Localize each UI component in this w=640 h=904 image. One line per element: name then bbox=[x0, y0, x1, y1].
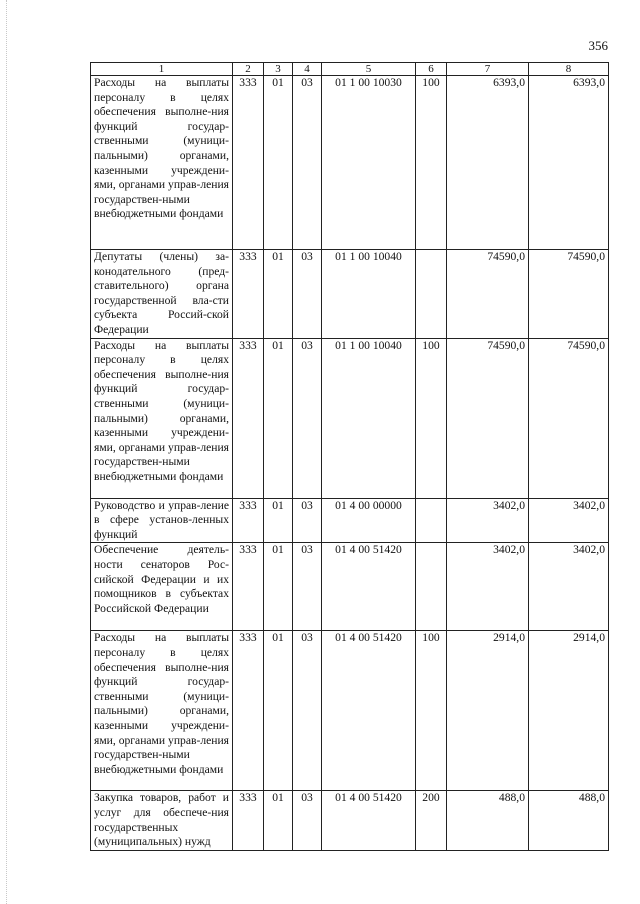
page-number: 356 bbox=[588, 38, 608, 53]
table-row bbox=[91, 338, 609, 498]
row-vr: 100 bbox=[416, 631, 447, 791]
row-ved: 333 bbox=[233, 791, 264, 850]
row-csr: 01 1 00 10040 bbox=[322, 250, 416, 339]
row-rz: 01 bbox=[264, 543, 293, 631]
row-sum-1: 6393,0 bbox=[447, 76, 529, 250]
row-pr: 03 bbox=[293, 631, 322, 791]
budget-table bbox=[90, 62, 609, 851]
row-pr: 03 bbox=[293, 338, 322, 498]
row-rz: 01 bbox=[264, 791, 293, 850]
table-row bbox=[91, 543, 609, 631]
row-name: Закупка товаров, работ и услуг для обеспече-ния государственных (муниципальных) нужд bbox=[91, 791, 233, 850]
row-rz: 01 bbox=[264, 338, 293, 498]
row-pr: 03 bbox=[293, 250, 322, 339]
row-rz: 01 bbox=[264, 498, 293, 543]
row-name: Расходы на выплаты персоналу в целях обеспечения выполне-ния функций государ-ственными (муници-пальными) органами, казенными учреждени-ями, органами управ-ления государствен-ными внебюджетными фондами bbox=[91, 338, 233, 498]
row-vr: 100 bbox=[416, 76, 447, 250]
row-ved: 333 bbox=[233, 338, 264, 498]
row-ved: 333 bbox=[233, 543, 264, 631]
row-sum-2: 3402,0 bbox=[529, 498, 609, 543]
row-name: Обеспечение деятель-ности сенаторов Рос-сийской Федерации и их помощников в субъектах Российской Федерации bbox=[91, 543, 233, 631]
row-pr: 03 bbox=[293, 76, 322, 250]
row-vr bbox=[416, 543, 447, 631]
row-sum-2: 6393,0 bbox=[529, 76, 609, 250]
row-vr: 100 bbox=[416, 338, 447, 498]
row-name: Расходы на выплаты персоналу в целях обеспечения выполне-ния функций государ-ственными (муници-пальными) органами, казенными учреждени-ями, органами управ-ления государствен-ными внебюджетными фондами bbox=[91, 631, 233, 791]
row-sum-1: 74590,0 bbox=[447, 250, 529, 339]
header-col-3: 3 bbox=[264, 63, 293, 76]
header-col-2: 2 bbox=[233, 63, 264, 76]
row-pr: 03 bbox=[293, 791, 322, 850]
row-csr: 01 1 00 10040 bbox=[322, 338, 416, 498]
table-row bbox=[91, 76, 609, 250]
row-sum-2: 2914,0 bbox=[529, 631, 609, 791]
row-csr: 01 4 00 00000 bbox=[322, 498, 416, 543]
row-name: Руководство и управ-ление в сфере установ-ленных функций bbox=[91, 498, 233, 543]
row-sum-2: 74590,0 bbox=[529, 250, 609, 339]
row-sum-1: 2914,0 bbox=[447, 631, 529, 791]
row-csr: 01 4 00 51420 bbox=[322, 791, 416, 850]
row-csr: 01 4 00 51420 bbox=[322, 543, 416, 631]
row-sum-2: 488,0 bbox=[529, 791, 609, 850]
row-sum-1: 3402,0 bbox=[447, 543, 529, 631]
row-rz: 01 bbox=[264, 250, 293, 339]
row-vr bbox=[416, 498, 447, 543]
row-sum-2: 3402,0 bbox=[529, 543, 609, 631]
header-col-5: 5 bbox=[322, 63, 416, 76]
table-row bbox=[91, 791, 609, 850]
row-sum-2: 74590,0 bbox=[529, 338, 609, 498]
row-csr: 01 4 00 51420 bbox=[322, 631, 416, 791]
row-csr: 01 1 00 10030 bbox=[322, 76, 416, 250]
row-ved: 333 bbox=[233, 76, 264, 250]
header-col-4: 4 bbox=[293, 63, 322, 76]
row-ved: 333 bbox=[233, 631, 264, 791]
header-col-6: 6 bbox=[416, 63, 447, 76]
row-ved: 333 bbox=[233, 250, 264, 339]
table-row bbox=[91, 250, 609, 339]
header-col-7: 7 bbox=[447, 63, 529, 76]
row-sum-1: 3402,0 bbox=[447, 498, 529, 543]
table-row bbox=[91, 498, 609, 543]
header-col-1: 1 bbox=[91, 63, 233, 76]
row-rz: 01 bbox=[264, 76, 293, 250]
row-name: Расходы на выплаты персоналу в целях обеспечения выполне-ния функций государ-ственными (муници-пальными) органами, казенными учреждени-ями, органами управ-ления государствен-ными внебюджетными фондами bbox=[91, 76, 233, 250]
row-vr bbox=[416, 250, 447, 339]
scan-edge-marks bbox=[6, 0, 9, 904]
row-pr: 03 bbox=[293, 543, 322, 631]
table-header-row bbox=[91, 63, 609, 76]
row-vr: 200 bbox=[416, 791, 447, 850]
table-row bbox=[91, 631, 609, 791]
header-col-8: 8 bbox=[529, 63, 609, 76]
row-name: Депутаты (члены) за-конодательного (пред-ставительного) органа государственной вла-сти субъекта Россий-ской Федерации bbox=[91, 250, 233, 339]
row-rz: 01 bbox=[264, 631, 293, 791]
row-sum-1: 74590,0 bbox=[447, 338, 529, 498]
row-pr: 03 bbox=[293, 498, 322, 543]
row-ved: 333 bbox=[233, 498, 264, 543]
row-sum-1: 488,0 bbox=[447, 791, 529, 850]
